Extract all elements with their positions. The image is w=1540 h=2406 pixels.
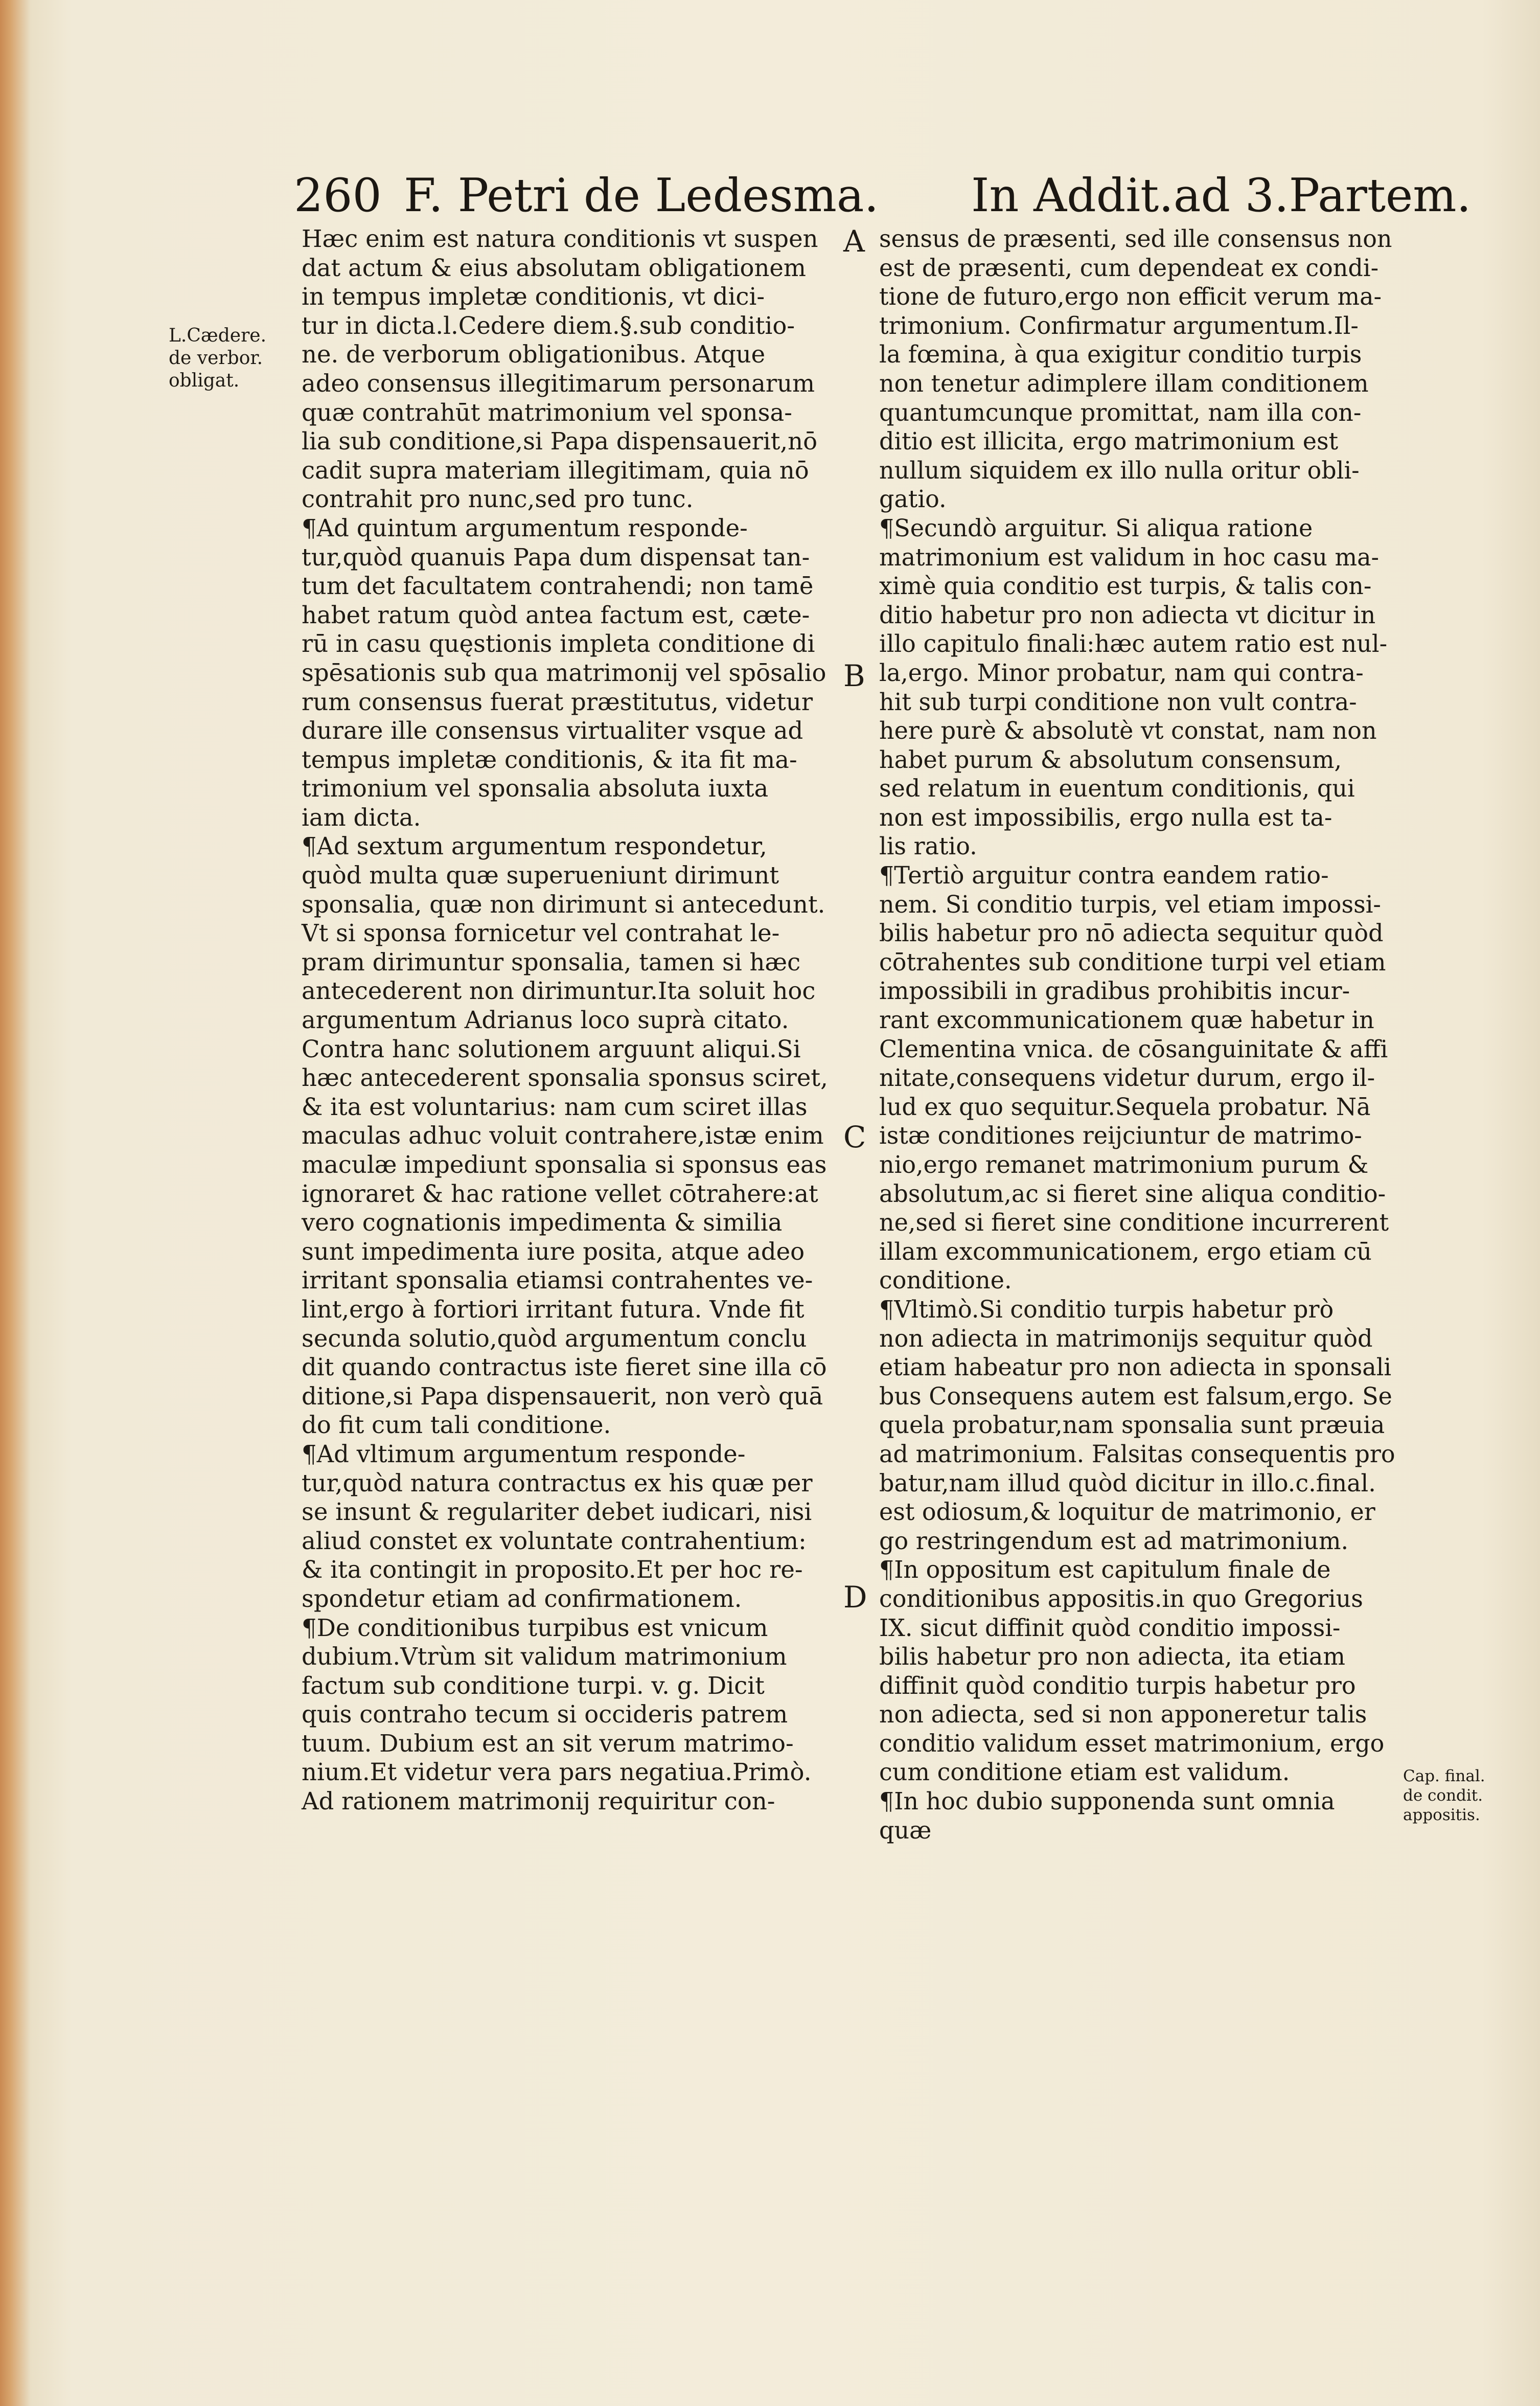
text-line: illam excommunicationem, ergo etiam cū xyxy=(879,1237,1372,1266)
margin-note-line: de condit. xyxy=(1403,1786,1483,1805)
text-line: ¶In hoc dubio supponenda sunt omnia xyxy=(879,1787,1335,1816)
text-line: non adiecta in matrimonijs sequitur quòd xyxy=(879,1324,1373,1353)
text-line: contrahit pro nunc,sed pro tunc. xyxy=(302,485,694,514)
text-line: Clementina vnica. de cōsanguinitate & affi xyxy=(879,1035,1388,1063)
text-line: matrimonium est validum in hoc casu ma- xyxy=(879,543,1380,572)
text-line: nullum siquidem ex illo nulla oritur obli- xyxy=(879,456,1360,485)
text-line: batur,nam illud quòd dicitur in illo.c.final. xyxy=(879,1469,1376,1497)
margin-note-line: de verbor. xyxy=(169,348,263,369)
running-title-left: F. Petri de Ledesma. xyxy=(404,169,879,222)
text-line: nium.Et videtur vera pars negatiua.Primò. xyxy=(302,1758,812,1787)
text-line: la fœmina, à qua exigitur conditio turpis xyxy=(879,341,1362,369)
section-letter-a: A xyxy=(843,224,865,259)
text-line: nem. Si conditio turpis, vel etiam impossi- xyxy=(879,890,1381,919)
text-line: irritant sponsalia etiamsi contrahentes ve- xyxy=(302,1266,813,1295)
text-line: ¶Ad quintum argumentum responde- xyxy=(302,514,748,542)
right-text-column xyxy=(879,225,1407,1845)
text-line: go restringendum est ad matrimonium. xyxy=(879,1527,1349,1555)
text-line: cum conditione etiam est validum. xyxy=(879,1758,1290,1787)
margin-note-line: Cap. final. xyxy=(1403,1767,1485,1785)
text-line: Hæc enim est natura conditionis vt suspen xyxy=(302,225,818,253)
section-letter-d: D xyxy=(843,1580,867,1615)
text-line: conditionibus appositis.in quo Gregorius xyxy=(879,1584,1363,1613)
text-line: tur in dicta.l.Cedere diem.§.sub conditio- xyxy=(302,311,795,340)
text-line: ¶Ad sextum argumentum respondetur, xyxy=(302,832,767,861)
text-line: adeo consensus illegitimarum personarum xyxy=(302,369,815,398)
text-line: ¶Secundò arguitur. Si aliqua ratione xyxy=(879,514,1313,542)
text-line: ditio habetur pro non adiecta vt dicitur in xyxy=(879,601,1376,629)
text-line: lud ex quo sequitur.Sequela probatur. Nā xyxy=(879,1093,1371,1121)
text-line: & ita est voluntarius: nam cum sciret illas xyxy=(302,1093,808,1121)
text-line: la,ergo. Minor probatur, nam qui contra- xyxy=(879,659,1364,687)
text-line: ditione,si Papa dispensauerit, non verò quā xyxy=(302,1382,823,1411)
page-number: 260 xyxy=(294,169,382,222)
text-line: diffinit quòd conditio turpis habetur pro xyxy=(879,1671,1356,1700)
text-line: habet purum & absolutum consensum, xyxy=(879,745,1342,774)
text-line: sponsalia, quæ non dirimunt si antecedunt. xyxy=(302,890,825,919)
text-line: maculas adhuc voluit contrahere,istæ enim xyxy=(302,1122,824,1150)
text-line: ¶In oppositum est capitulum finale de xyxy=(879,1556,1331,1584)
text-line: hit sub turpi conditione non vult contra- xyxy=(879,688,1357,716)
text-line: antecederent non dirimuntur.Ita soluit hoc xyxy=(302,977,816,1006)
text-line: durare ille consensus virtualiter vsque ad xyxy=(302,717,803,745)
text-line: argumentum Adrianus loco suprà citato. xyxy=(302,1006,789,1035)
text-line: ¶Vltimò.Si conditio turpis habetur prò xyxy=(879,1295,1334,1324)
text-line: istæ conditiones reijciuntur de matrimo- xyxy=(879,1122,1362,1150)
text-line: dit quando contractus iste fieret sine illa cō xyxy=(302,1353,827,1382)
text-line: spēsationis sub qua matrimonij vel spōsalio xyxy=(302,659,826,687)
text-line: dubium.Vtrùm sit validum matrimonium xyxy=(302,1643,787,1671)
text-line: etiam habeatur pro non adiecta in sponsali xyxy=(879,1353,1392,1382)
text-line: rum consensus fuerat præstitutus, videtur xyxy=(302,688,813,716)
section-letter-b: B xyxy=(843,659,865,693)
text-line: & ita contingit in proposito.Et per hoc re- xyxy=(302,1556,803,1584)
text-line: trimonium. Confirmatur argumentum.Il- xyxy=(879,311,1359,340)
text-line: est de præsenti, cum dependeat ex condi- xyxy=(879,254,1379,282)
section-letter-c: C xyxy=(843,1120,866,1154)
text-line: quòd multa quæ superueniunt dirimunt xyxy=(302,861,779,890)
text-line: quæ xyxy=(879,1816,932,1845)
left-text-column xyxy=(302,225,834,1817)
text-line: sunt impedimenta iure posita, atque adeo xyxy=(302,1237,805,1266)
text-line: ne,sed si fieret sine conditione incurrerent xyxy=(879,1209,1389,1237)
text-line: rū in casu quęstionis impleta conditione di xyxy=(302,630,815,659)
text-line: quæ contrahūt matrimonium vel sponsa- xyxy=(302,398,792,427)
text-line: aliud constet ex voluntate contrahentium: xyxy=(302,1527,807,1555)
text-line: bilis habetur pro non adiecta, ita etiam xyxy=(879,1643,1345,1671)
right-margin-note xyxy=(1403,1766,1485,1825)
text-line: cadit supra materiam illegitimam, quia nō xyxy=(302,456,809,485)
text-line: lint,ergo à fortiori irritant futura. Vnde fit xyxy=(302,1295,805,1324)
text-line: quantumcunque promittat, nam illa con- xyxy=(879,398,1362,427)
text-line: ignoraret & hac ratione vellet cōtrahere:at xyxy=(302,1179,818,1208)
running-title-right: In Addit.ad 3.Partem. xyxy=(971,169,1472,222)
text-line: quela probatur,nam sponsalia sunt præuia xyxy=(879,1411,1385,1440)
text-line: gatio. xyxy=(879,485,947,514)
text-line: ximè quia conditio est turpis, & talis con- xyxy=(879,572,1372,601)
text-line: bilis habetur pro nō adiecta sequitur quòd xyxy=(879,919,1384,948)
text-line: Ad rationem matrimonij requiritur con- xyxy=(302,1787,775,1816)
text-line: do fit cum tali conditione. xyxy=(302,1411,611,1440)
text-line: iam dicta. xyxy=(302,803,421,832)
text-line: non adiecta, sed si non apponeretur talis xyxy=(879,1700,1367,1729)
margin-note-line: appositis. xyxy=(1403,1806,1480,1824)
text-line: factum sub conditione turpi. v. g. Dicit xyxy=(302,1671,765,1700)
text-line: lia sub conditione,si Papa dispensauerit,nō xyxy=(302,427,818,456)
text-line: IX. sicut diffinit quòd conditio impossi- xyxy=(879,1614,1341,1642)
text-line: in tempus impletæ conditionis, vt dici- xyxy=(302,283,765,311)
text-line: pram dirimuntur sponsalia, tamen si hæc xyxy=(302,948,801,977)
text-line: sensus de præsenti, sed ille consensus non xyxy=(879,225,1392,253)
text-line: habet ratum quòd antea factum est, cæte- xyxy=(302,601,810,629)
text-line: Contra hanc solutionem arguunt aliqui.Si xyxy=(302,1035,801,1063)
text-line: tur,quòd quanuis Papa dum dispensat tan- xyxy=(302,543,810,572)
text-line: ne. de verborum obligationibus. Atque xyxy=(302,341,766,369)
text-line: conditione. xyxy=(879,1266,1012,1295)
text-line: tempus impletæ conditionis, & ita fit ma- xyxy=(302,745,797,774)
text-line: nitate,consequens videtur durum, ergo il- xyxy=(879,1064,1375,1093)
text-line: ¶De conditionibus turpibus est vnicum xyxy=(302,1614,768,1642)
text-line: absolutum,ac si fieret sine aliqua conditio- xyxy=(879,1179,1386,1208)
text-line: ¶Tertiò arguitur contra eandem ratio- xyxy=(879,861,1329,890)
text-line: vero cognationis impedimenta & similia xyxy=(302,1209,783,1237)
text-line: nio,ergo remanet matrimonium purum & xyxy=(879,1151,1369,1179)
text-line: rant excommunicationem quæ habetur in xyxy=(879,1006,1374,1035)
text-line: dat actum & eius absolutam obligationem xyxy=(302,254,807,282)
text-line: sed relatum in euentum conditionis, qui xyxy=(879,775,1355,803)
text-line: lis ratio. xyxy=(879,832,977,861)
left-margin-note xyxy=(169,325,266,392)
margin-note-line: L.Cædere. xyxy=(169,325,267,346)
text-line: secunda solutio,quòd argumentum conclu xyxy=(302,1324,807,1353)
text-line: ditio est illicita, ergo matrimonium est xyxy=(879,427,1339,456)
text-line: cōtrahentes sub conditione turpi vel etiam xyxy=(879,948,1386,977)
text-line: non tenetur adimplere illam conditionem xyxy=(879,369,1369,398)
text-line: quis contraho tecum si occideris patrem xyxy=(302,1700,788,1729)
text-line: tum det facultatem contrahendi; non tamē xyxy=(302,572,814,601)
text-line: ad matrimonium. Falsitas consequentis pro xyxy=(879,1440,1395,1468)
text-line: trimonium vel sponsalia absoluta iuxta xyxy=(302,775,769,803)
text-line: non est impossibilis, ergo nulla est ta- xyxy=(879,803,1332,832)
text-line: Vt si sponsa fornicetur vel contrahat le- xyxy=(302,919,780,948)
text-line: maculæ impediunt sponsalia si sponsus eas xyxy=(302,1151,827,1179)
text-line: conditio validum esset matrimonium, ergo xyxy=(879,1729,1385,1758)
text-line: illo capitulo finali:hæc autem ratio est nul- xyxy=(879,630,1388,659)
text-line: est odiosum,& loquitur de matrimonio, er xyxy=(879,1498,1375,1527)
text-line: ¶Ad vltimum argumentum responde- xyxy=(302,1440,746,1468)
text-line: spondetur etiam ad confirmationem. xyxy=(302,1584,742,1613)
text-line: here purè & absolutè vt constat, nam non xyxy=(879,717,1377,745)
text-line: hæc antecederent sponsalia sponsus sciret, xyxy=(302,1064,828,1093)
text-line: tuum. Dubium est an sit verum matrimo- xyxy=(302,1729,794,1758)
text-line: tione de futuro,ergo non efficit verum ma- xyxy=(879,283,1382,311)
text-line: se insunt & regulariter debet iudicari, nisi xyxy=(302,1498,812,1527)
text-line: tur,quòd natura contractus ex his quæ per xyxy=(302,1469,813,1497)
text-line: impossibili in gradibus prohibitis incur- xyxy=(879,977,1350,1006)
text-line: bus Consequens autem est falsum,ergo. Se xyxy=(879,1382,1392,1411)
margin-note-line: obligat. xyxy=(169,370,240,391)
